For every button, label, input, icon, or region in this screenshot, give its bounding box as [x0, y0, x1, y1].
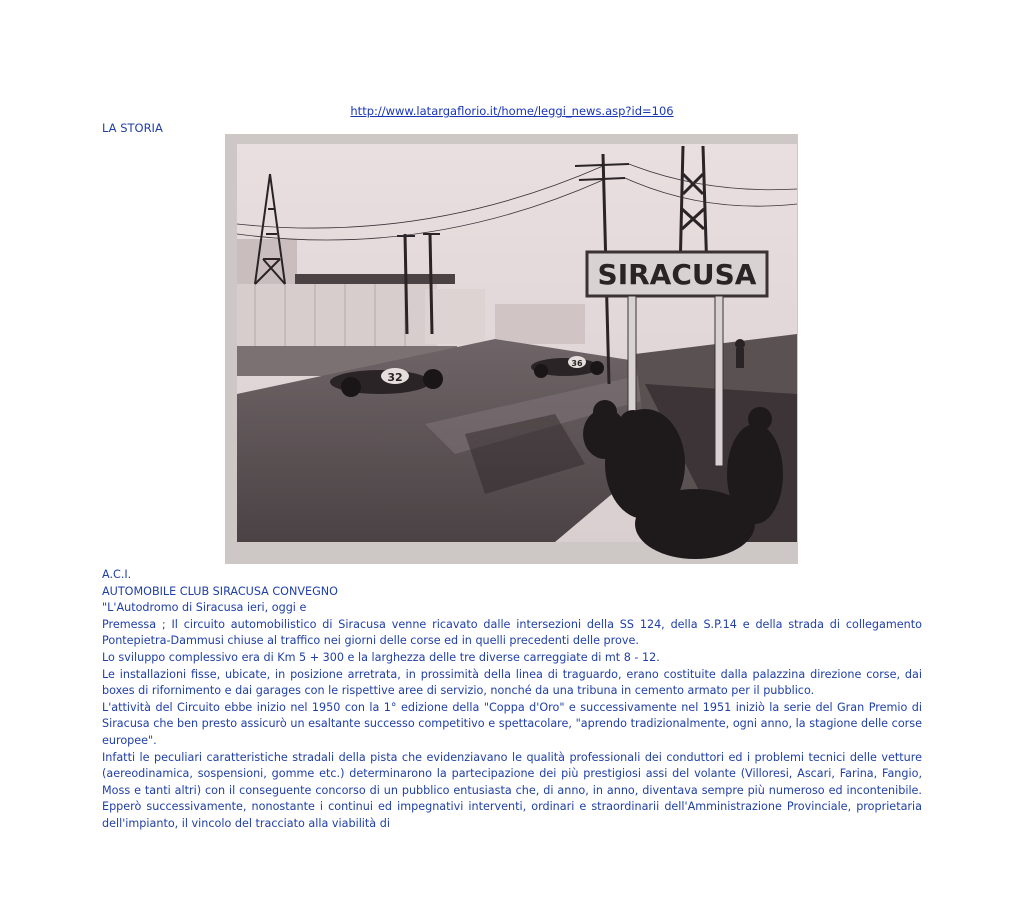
article-paragraph: L'attività del Circuito ebbe inizio nel 1950 con la 1° edizione della "Coppa d'Oro" e successivamente nel 1951 iniziò la serie del Gran Premio di Siracusa che ben presto assicurò un esaltante successo competitivo e spettacolare, "aprendo tradizionalmente, ogni anno, la stagione delle corse europee".	[102, 700, 922, 747]
article-paragraph: Le installazioni fisse, ubicate, in posizione arretrata, in prossimità della linea di traguardo, erano costituite dalla palazzina direzione corse, dai boxes di rifornimento e dai garages con le rispettive aree di servizio, nonché da una tribuna in cemento armato per il pubblico.	[102, 667, 922, 698]
section-title: LA STORIA	[102, 121, 163, 135]
article-paragraph: Premessa ; Il circuito automobilistico di Siracusa venne ricavato dalle intersezioni della SS 124, della S.P.14 e della strada di collegamento Pontepietra-Dammusi chiuse al traffico nei giorni delle corse ed in quelli precedenti delle prove.	[102, 617, 922, 648]
article-paragraph: Infatti le peculiari caratteristiche stradali della pista che evidenziavano le qualità professionali dei conduttori ed i problemi tecnici delle vetture (aereodinamica, sospensioni, gomme etc.) determinarono la partecipazione dei più prestigiosi assi del volante (Villoresi, Ascari, Farina, Fangio, Moss e tanti altri) con il conseguente concorso di un pubblico entusiasta che, di anno, in anno, diventava sempre più numeroso ed incontenibile. Epperò successivamente, nonostante i continui ed impegnativi interventi, ordinari e straordinarii dell'Amministrazione Provinciale, proprietaria dell'impianto, il vincolo del tracciato alla viabilità di	[102, 750, 922, 830]
race-photo	[225, 134, 798, 564]
article-line-title: "L'Autodromo di Siracusa ieri, oggi e	[102, 601, 307, 615]
article-line-club: AUTOMOBILE CLUB SIRACUSA CONVEGNO	[102, 584, 338, 598]
article-paragraph: Lo sviluppo complessivo era di Km 5 + 300 e la larghezza delle tre diverse carreggiate di mt 8 - 12.	[102, 650, 660, 664]
article-body	[102, 567, 922, 833]
article-line-aci: A.C.I.	[102, 568, 132, 581]
source-url-link[interactable]: http://www.latargaflorio.it/home/leggi_news.asp?id=106	[350, 104, 674, 118]
sign-text: SIRACUSA	[597, 258, 757, 291]
svg-text:32: 32	[387, 371, 403, 384]
svg-text:36: 36	[571, 359, 583, 368]
